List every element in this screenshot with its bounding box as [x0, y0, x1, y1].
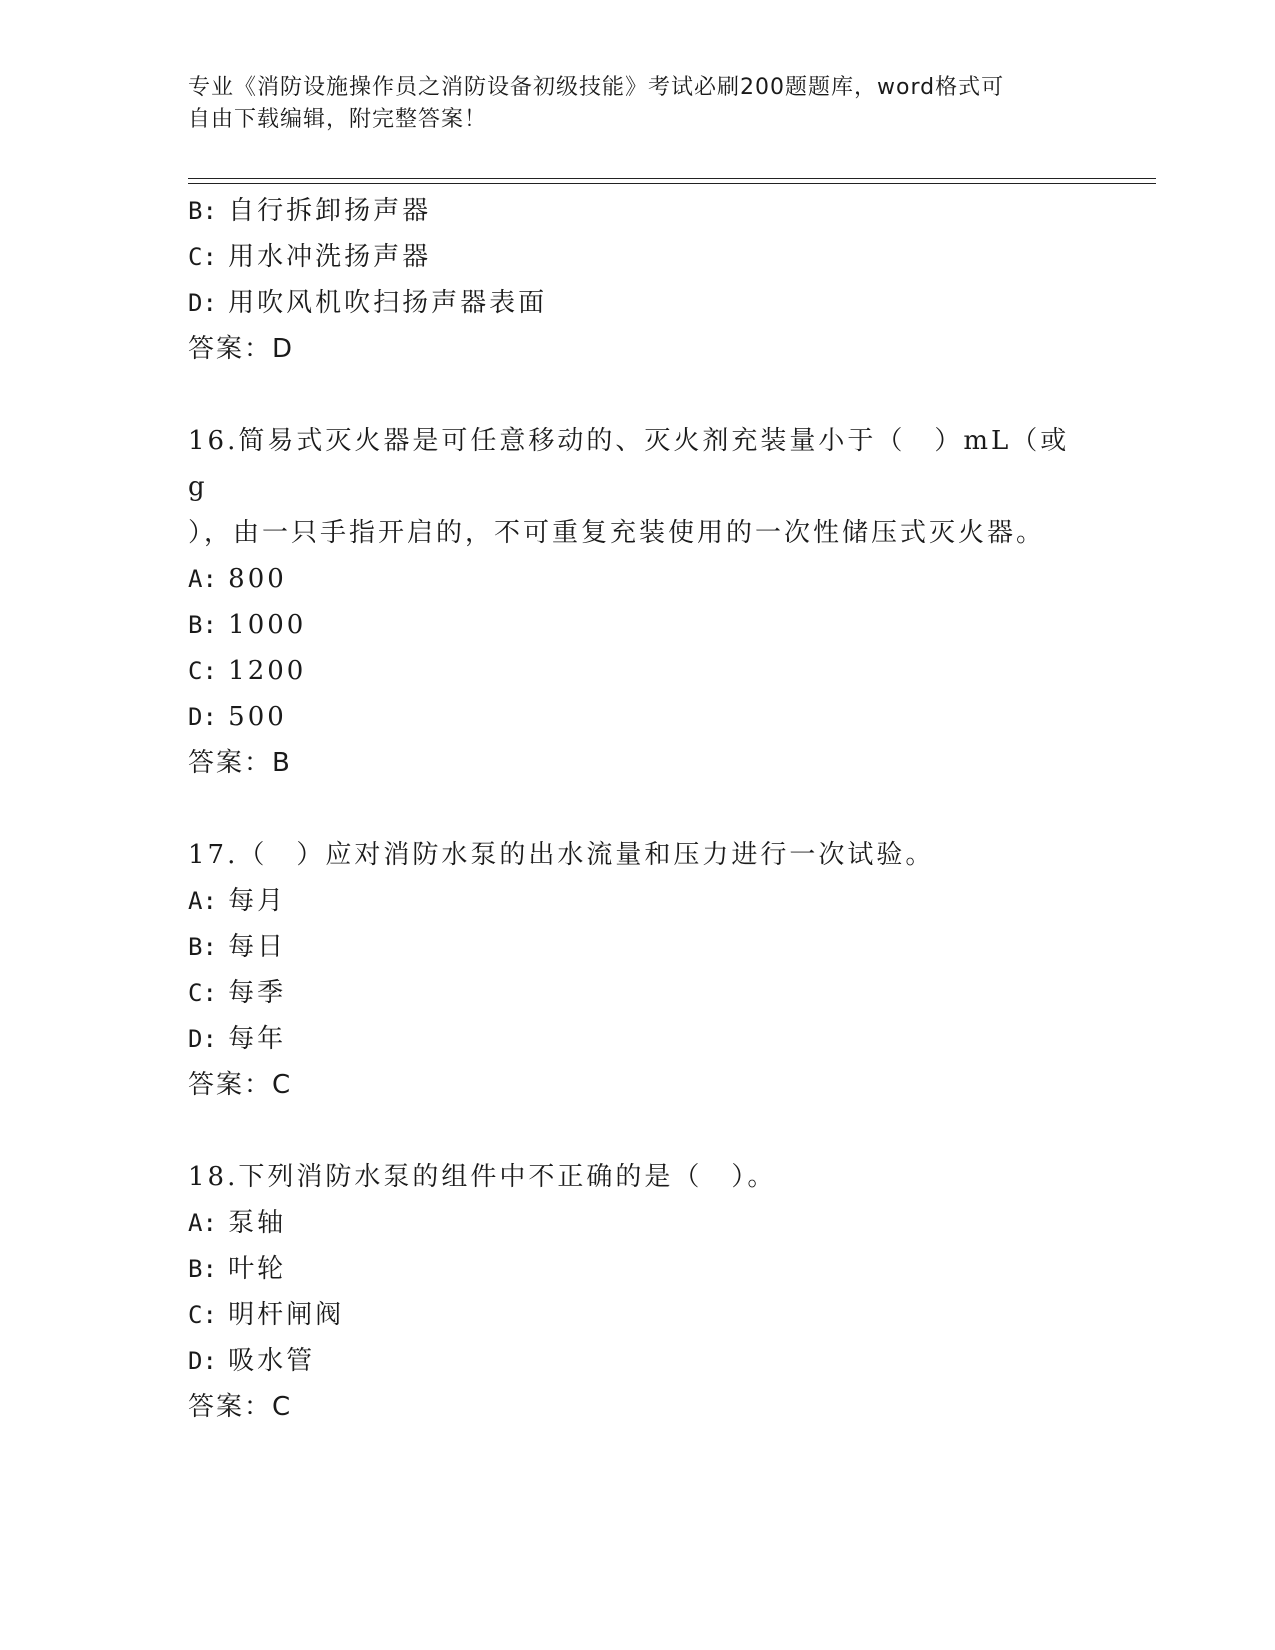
answer-line: 答案：C	[188, 1070, 293, 1100]
question-16	[188, 418, 1088, 786]
option-d	[188, 1016, 1088, 1062]
option-label: B:	[188, 933, 217, 961]
answer-line: 答案：C	[188, 1392, 293, 1422]
header-line-2: 自由下载编辑，附完整答案！	[188, 107, 488, 132]
option-text: 用吹风机吹扫扬声器表面	[228, 288, 548, 318]
option-a	[188, 878, 1088, 924]
header-divider-bottom	[188, 183, 1156, 184]
option-text: 1200	[228, 656, 307, 686]
header-line-1: 专业《消防设施操作员之消防设备初级技能》考试必刷200题题库，word格式可	[188, 75, 1005, 100]
question-stem-line-1: 16.简易式灭火器是可任意移动的、灭火剂充装量小于（ ）mL（或g	[188, 426, 1070, 502]
answer-line: 答案：D	[188, 334, 295, 364]
option-text: 每季	[228, 978, 287, 1008]
question-list	[188, 188, 1088, 1430]
spacer	[188, 1108, 1088, 1154]
option-b	[188, 602, 1088, 648]
option-d	[188, 1338, 1088, 1384]
option-text: 每年	[228, 1024, 287, 1054]
question-17	[188, 832, 1088, 1108]
option-b	[188, 188, 1088, 234]
option-text: 800	[228, 564, 287, 594]
option-label: D:	[188, 703, 217, 731]
option-text: 明杆闸阀	[228, 1300, 345, 1330]
answer-line: 答案：B	[188, 748, 292, 778]
option-text: 500	[228, 702, 287, 732]
option-c	[188, 648, 1088, 694]
question-18	[188, 1154, 1088, 1430]
option-d	[188, 694, 1088, 740]
question-stem-line-1: 18.下列消防水泵的组件中不正确的是（ ）。	[188, 1162, 777, 1192]
option-label: C:	[188, 657, 217, 685]
option-label: D:	[188, 289, 217, 317]
option-text: 叶轮	[228, 1254, 287, 1284]
option-c	[188, 234, 1088, 280]
option-label: A:	[188, 887, 217, 915]
option-a	[188, 1200, 1088, 1246]
option-b	[188, 1246, 1088, 1292]
option-label: D:	[188, 1347, 217, 1375]
option-text: 每月	[228, 886, 287, 916]
option-d	[188, 280, 1088, 326]
option-text: 泵轴	[228, 1208, 287, 1238]
option-label: B:	[188, 611, 217, 639]
question-15-continued	[188, 188, 1088, 372]
option-c	[188, 1292, 1088, 1338]
spacer	[188, 372, 1088, 418]
document-header	[188, 72, 1088, 136]
spacer	[188, 786, 1088, 832]
option-label: C:	[188, 243, 217, 271]
option-label: A:	[188, 1209, 217, 1237]
option-text: 1000	[228, 610, 307, 640]
option-text: 每日	[228, 932, 287, 962]
option-label: A:	[188, 565, 217, 593]
option-c	[188, 970, 1088, 1016]
option-label: C:	[188, 979, 217, 1007]
option-label: B:	[188, 197, 217, 225]
option-label: C:	[188, 1301, 217, 1329]
option-b	[188, 924, 1088, 970]
header-divider-top	[188, 178, 1156, 179]
question-stem-line-1: 17.（ ）应对消防水泵的出水流量和压力进行一次试验。	[188, 840, 935, 870]
option-label: D:	[188, 1025, 217, 1053]
question-stem-line-2: ），由一只手指开启的，不可重复充装使用的一次性储压式灭火器。	[188, 518, 1046, 548]
option-label: B:	[188, 1255, 217, 1283]
option-text: 自行拆卸扬声器	[228, 196, 432, 226]
option-text: 吸水管	[228, 1346, 316, 1376]
option-a	[188, 556, 1088, 602]
option-text: 用水冲洗扬声器	[228, 242, 432, 272]
